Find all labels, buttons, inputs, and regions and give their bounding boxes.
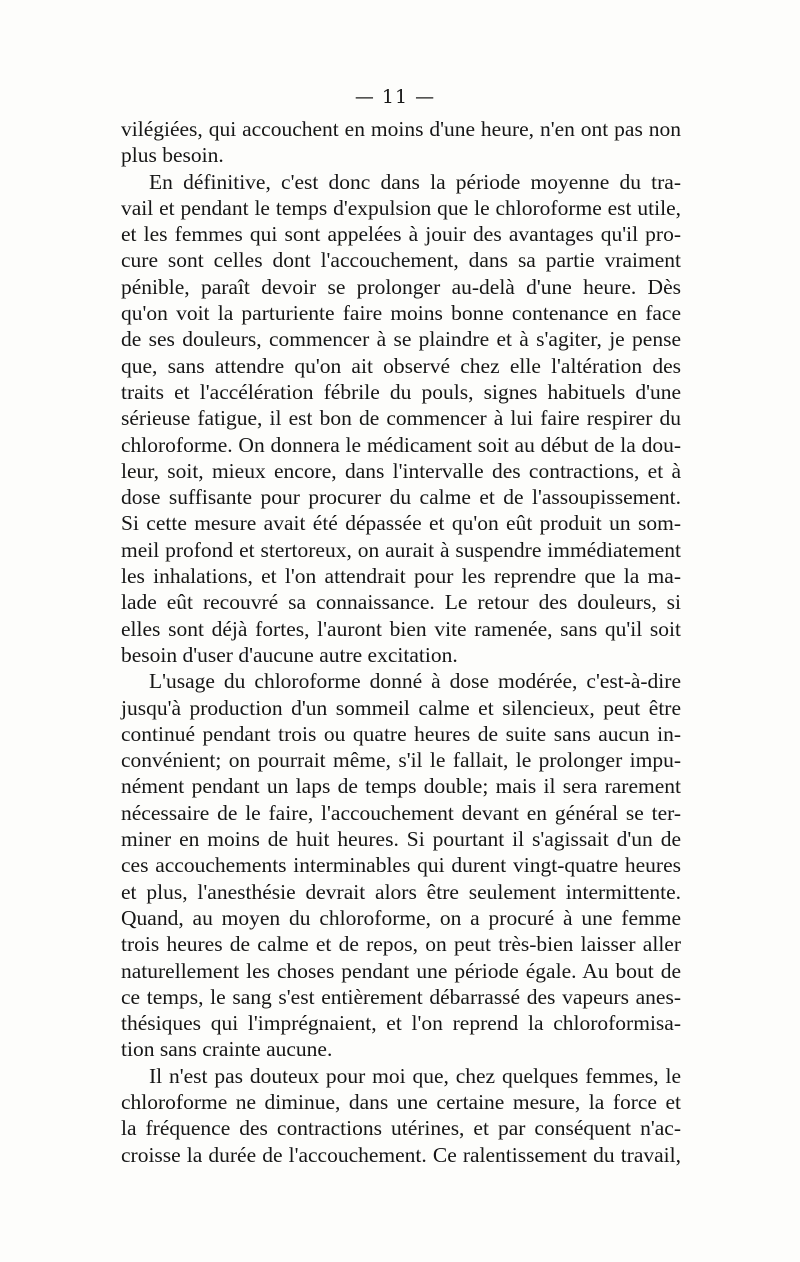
text-line: ces accouchements interminables qui durent vingt-quatre heures: [121, 853, 681, 878]
text-line: la fréquence des contractions utérines, et par conséquent n'ac-: [121, 1116, 681, 1141]
text-line: pénible, paraît devoir se prolonger au-delà d'une heure. Dès: [121, 274, 681, 299]
text-line: Il n'est pas douteux pour moi que, chez quelques femmes, le: [149, 1063, 681, 1088]
text-line: sérieuse fatigue, il est bon de commencer à lui faire respirer du: [121, 406, 681, 431]
text-line: Si cette mesure avait été dépassée et qu'on eût produit un som-: [121, 511, 681, 536]
text-line: cure sont celles dont l'accouchement, dans sa partie vraiment: [121, 248, 681, 273]
text-line: naturellement les choses pendant une période égale. Au bout de: [121, 958, 681, 983]
text-line: nécessaire de le faire, l'accouchement devant en général se ter-: [121, 800, 681, 825]
text-line: dose suffisante pour procurer du calme et de l'assoupissement.: [121, 485, 681, 510]
text-line: chloroforme ne diminue, dans une certaine mesure, la force et: [121, 1089, 681, 1114]
text-line: En définitive, c'est donc dans la période moyenne du tra-: [149, 169, 681, 194]
text-line: plus besoin.: [121, 143, 224, 168]
text-line: thésiques qui l'imprégnaient, et l'on reprend la chloroformisa-: [121, 1011, 681, 1036]
text-line: tion sans crainte aucune.: [121, 1037, 333, 1062]
text-line: vilégiées, qui accouchent en moins d'une heure, n'en ont pas non: [121, 117, 681, 141]
text-line: nément pendant un laps de temps double; mais il sera rarement: [121, 774, 681, 799]
text-line: de ses douleurs, commencer à se plaindre et à s'agiter, je pense: [121, 327, 681, 352]
text-line: L'usage du chloroforme donné à dose modérée, c'est-à-dire: [149, 669, 681, 694]
text-line: chloroforme. On donnera le médicament soit au début de la dou-: [121, 432, 681, 457]
text-line: jusqu'à production d'un sommeil calme et silencieux, peut être: [121, 695, 681, 720]
text-line: traits et l'accélération fébrile du pouls, signes habituels d'une: [121, 379, 681, 404]
text-line: et les femmes qui sont appelées à jouir des avantages qu'il pro-: [121, 222, 681, 247]
text-line: ce temps, le sang s'est entièrement débarrassé des vapeurs anes-: [121, 984, 681, 1009]
text-line: besoin d'user d'aucune autre excitation.: [121, 642, 458, 667]
text-line: elles sont déjà fortes, l'auront bien vite ramenée, sans qu'il soit: [121, 616, 681, 641]
text-line: que, sans attendre qu'on ait observé chez elle l'altération des: [121, 353, 681, 378]
text-line: convénient; on pourrait même, s'il le fallait, le prolonger impu-: [121, 748, 681, 773]
text-line: et plus, l'anesthésie devrait alors être seulement intermittente.: [121, 879, 681, 904]
text-line: trois heures de calme et de repos, on peut très-bien laisser aller: [121, 932, 681, 957]
text-line: leur, soit, mieux encore, dans l'intervalle des contractions, et à: [121, 458, 681, 483]
text-line: les inhalations, et l'on attendrait pour les reprendre que la ma-: [121, 564, 681, 589]
body-text: [121, 116, 681, 1168]
page-number: — 11 —: [354, 86, 436, 108]
text-line: miner en moins de huit heures. Si pourtant il s'agissait d'un de: [121, 827, 681, 852]
text-line: meil profond et stertoreux, on aurait à suspendre immédiatement: [121, 537, 681, 562]
text-line: vail et pendant le temps d'expulsion que le chloroforme est utile,: [121, 195, 681, 220]
text-line: continué pendant trois ou quatre heures de suite sans aucun in-: [121, 721, 681, 746]
text-line: lade eût recouvré sa connaissance. Le retour des douleurs, si: [121, 590, 681, 615]
text-line: qu'on voit la parturiente faire moins bonne contenance en face: [121, 301, 681, 326]
text-line: croisse la durée de l'accouchement. Ce ralentissement du travail,: [121, 1142, 681, 1167]
text-line: Quand, au moyen du chloroforme, on a procuré à une femme: [121, 905, 681, 930]
